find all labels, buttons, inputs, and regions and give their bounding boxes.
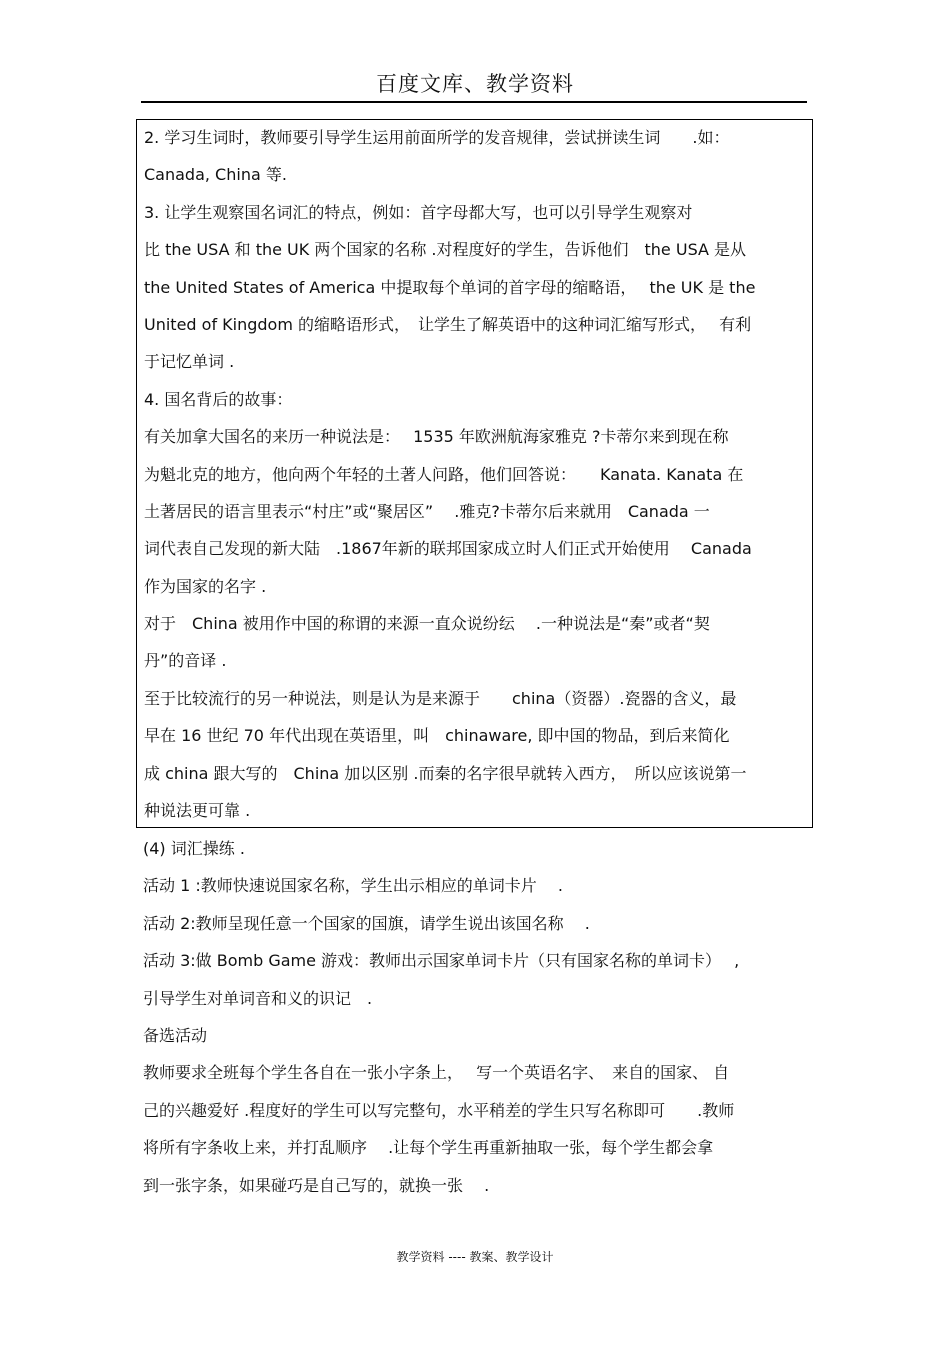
activities-line: 活动 2:教师呈现任意一个国家的国旗，请学生说出该国名称 . — [143, 913, 590, 933]
notes-line: 丹”的音译 . — [144, 651, 227, 671]
notes-line: 词代表自己发现的新大陆 .1867年新的联邦国家成立时人们正式开始使用 Canada — [144, 539, 752, 559]
activities-line: 活动 1 :教师快速说国家名称，学生出示相应的单词卡片 . — [143, 876, 563, 896]
notes-box — [136, 119, 813, 828]
activities-line: (4) 词汇操练 . — [143, 839, 245, 858]
page-footer: 教学资料 ---- 教案、教学设计 — [396, 1250, 554, 1264]
notes-line: 作为国家的名字 . — [144, 576, 267, 596]
notes-box-lines — [144, 119, 812, 829]
notes-line: 于记忆单词 . — [144, 352, 235, 372]
page-header-title: 百度文库、教学资料 — [376, 72, 574, 96]
notes-line: 3. 让学生观察国名词汇的特点，例如：首字母都大写，也可以引导学生观察对 — [144, 202, 693, 222]
activities-line: 到一张字条，如果碰巧是自己写的，就换一张 . — [143, 1175, 490, 1195]
activities-line: 备选活动 — [143, 1025, 208, 1045]
notes-line: 至于比较流行的另一种说法，则是认为是来源于 china（资器）.瓷器的含义，最 — [144, 688, 737, 708]
notes-line: 有关加拿大国名的来历一种说法是： 1535 年欧洲航海家雅克 ?卡蒂尔来到现在称 — [144, 427, 729, 447]
notes-line: 早在 16 世纪 70 年代出现在英语里，叫 chinaware, 即中国的物品，到后来简化 — [144, 726, 730, 746]
activities-line: 引导学生对单词音和义的识记 . — [143, 988, 373, 1008]
notes-line: 种说法更可靠 . — [144, 801, 251, 821]
activities-line: 教师要求全班每个学生各自在一张小字条上， 写一个英语名字、 来自的国家、 自 — [143, 1063, 730, 1083]
header-divider — [141, 101, 807, 103]
activities-line: 己的兴趣爱好 .程度好的学生可以写完整句，水平稍差的学生只写名称即可 .教师 — [143, 1100, 735, 1120]
notes-line: the United States of America 中提取每个单词的首字母的缩略语， the UK 是 the — [144, 277, 756, 297]
notes-line: Canada, China 等. — [144, 165, 287, 185]
notes-line: 土著居民的语言里表示“村庄”或“聚居区” .雅克?卡蒂尔后来就用 Canada 一 — [144, 501, 710, 521]
activities-section — [143, 830, 813, 1204]
notes-line: 成 china 跟大写的 China 加以区别 .而秦的名字很早就转入西方， 所以应该说第一 — [144, 763, 747, 783]
notes-line: 对于 China 被用作中国的称谓的来源一直众说纷纭 .一种说法是“秦”或者“契 — [144, 614, 710, 634]
activities-line: 活动 3:做 Bomb Game 游戏：教师出示国家单词卡片（只有国家名称的单词卡） , — [143, 951, 740, 971]
notes-line: United of Kingdom 的缩略语形式， 让学生了解英语中的这种词汇缩写形式， 有利 — [144, 314, 752, 334]
notes-line: 为魁北克的地方，他向两个年轻的土著人问路，他们回答说： Kanata. Kanata 在 — [144, 464, 744, 484]
activities-line: 将所有字条收上来，并打乱顺序 .让每个学生再重新抽取一张，每个学生都会拿 — [143, 1138, 714, 1158]
notes-line: 比 the USA 和 the UK 两个国家的名称 .对程度好的学生，告诉他们 the USA 是从 — [144, 240, 747, 260]
notes-line: 2. 学习生词时，教师要引导学生运用前面所学的发音规律，尝试拼读生词 .如： — [144, 128, 730, 147]
notes-line: 4. 国名背后的故事： — [144, 389, 293, 409]
